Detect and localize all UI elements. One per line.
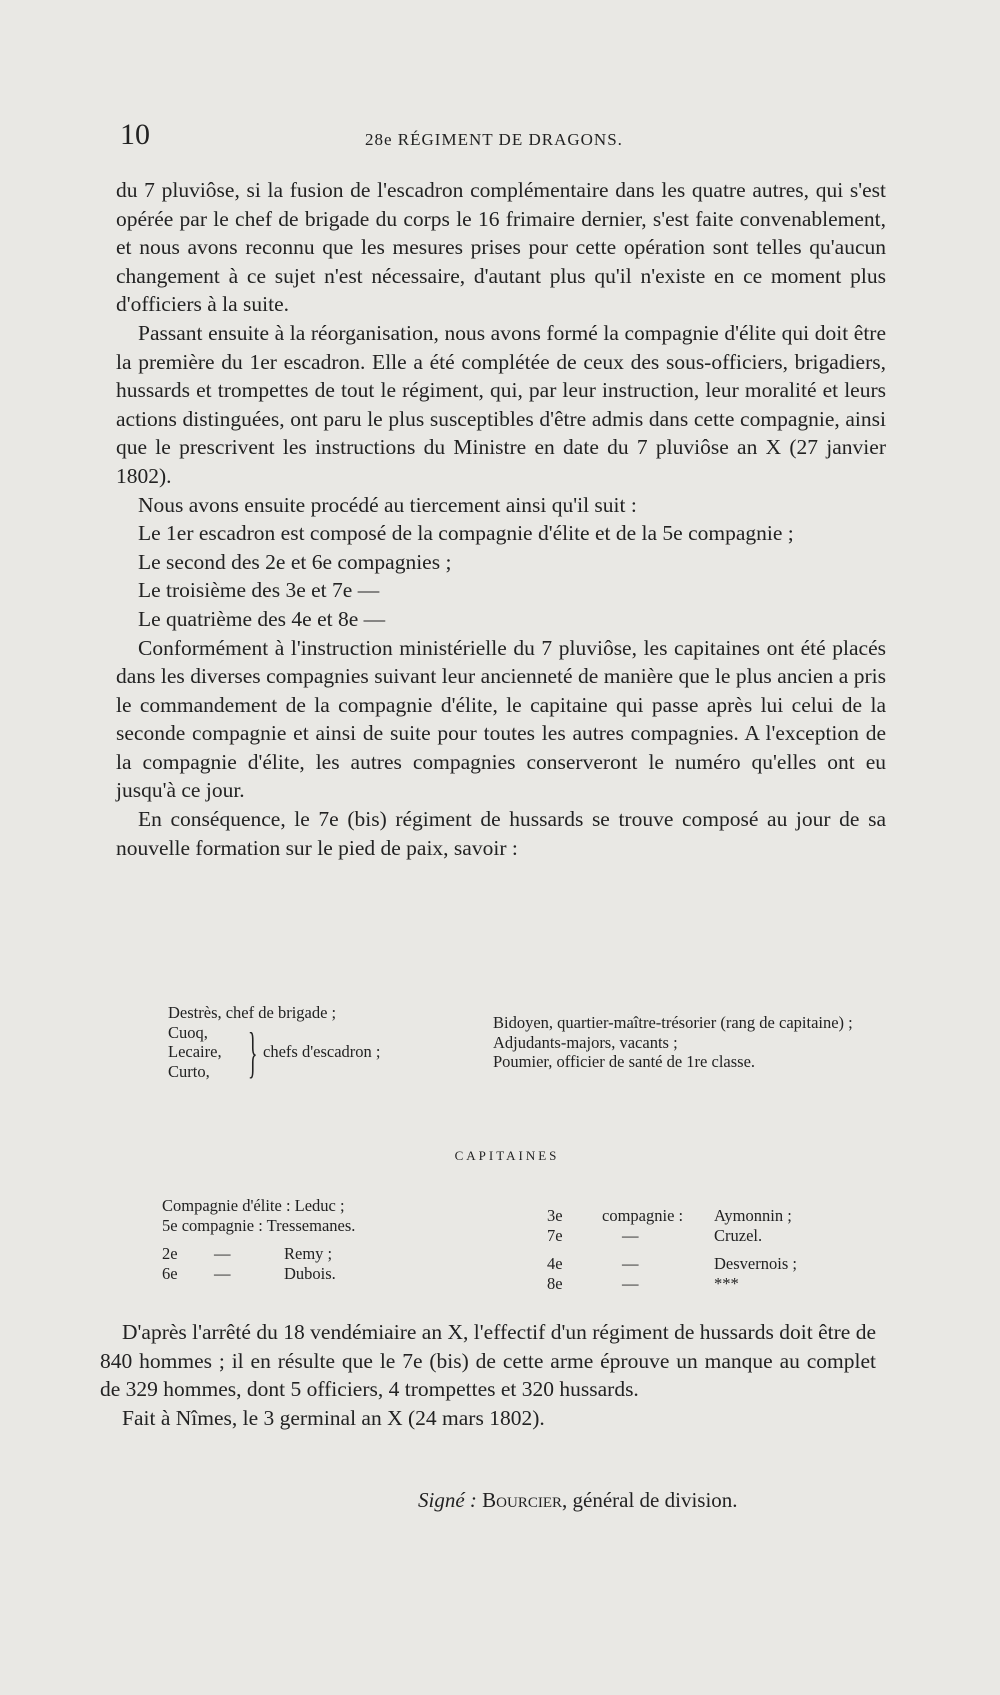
page-number: 10 <box>120 118 150 151</box>
signature-label: Signé : <box>418 1488 477 1512</box>
captains-left-column <box>162 1196 492 1284</box>
company-number: 2e <box>162 1244 178 1263</box>
staff-left-column <box>168 1003 468 1083</box>
ditto-dash: — <box>622 1254 639 1273</box>
squadron-chief: Cuoq, <box>168 1022 208 1042</box>
captain-name: Desvernois ; <box>714 1254 797 1273</box>
page-header <box>120 118 890 158</box>
company-number: 6e <box>162 1264 178 1283</box>
company-label: compagnie : <box>602 1206 684 1225</box>
right-brace-icon: } <box>248 1021 258 1084</box>
paragraph-3: Nous avons ensuite procédé au tiercement ainsi qu'il suit : <box>138 492 637 517</box>
squadron-chiefs-group <box>168 1023 468 1083</box>
company-number: 8e <box>547 1274 563 1293</box>
company-number: 4e <box>547 1254 563 1273</box>
captain-name: Cruzel. <box>714 1226 763 1245</box>
paragraph-2: Passant ensuite à la réorganisation, nous avons formé la compagnie d'élite qui doit être la première du 1er escadron. Elle a été complétée de ceux des sous-officiers, brigadiers, hussards et trompettes de tout le régiment, qui, par leur instruction, leur moralité et leurs actions distinguées, ont paru le plus susceptibles d'être admis dans cette compagnie, ainsi que le prescrivent les instructions du Ministre en date du 7 pluviôse an X (27 janvier 1802). <box>116 320 886 488</box>
main-text <box>116 176 886 862</box>
adjutants: Adjudants-majors, vacants ; <box>493 1032 678 1052</box>
captain-name: Remy ; <box>284 1244 333 1263</box>
ditto-dash: — <box>214 1264 231 1283</box>
ditto-dash: — <box>622 1274 639 1293</box>
ditto-dash: — <box>622 1226 639 1245</box>
squadron-line-1: Le 1er escadron est composé de la compagnie d'élite et de la 5e compagnie ; <box>138 521 794 546</box>
captain-row <box>547 1206 867 1226</box>
squadron-line-4: Le quatrième des 4e et 8e — <box>138 606 386 631</box>
squadron-chiefs-label: chefs d'escadron ; <box>263 1041 381 1061</box>
captain-line: 5e compagnie : Tressemanes. <box>162 1216 356 1235</box>
captain-name: Dubois. <box>284 1264 336 1283</box>
signatory-name: Bourcier <box>482 1488 563 1512</box>
squadron-line-3: Le troisième des 3e et 7e — <box>138 578 380 603</box>
paragraph-1: du 7 pluviôse, si la fusion de l'escadron complémentaire dans les quatre autres, qui s'est opérée par le chef de brigade du corps le 16 frimaire dernier, s'est faite convenablement, et nous avons reconnu que les mesures prises pour cette opération sont telles qu'aucun changement à ce sujet n'est nécessaire, d'autant plus qu'il n'existe en ce moment plus d'officiers à la suite. <box>116 178 886 317</box>
closing-paragraph-1: D'après l'arrêté du 18 vendémiaire an X, l'effectif d'un régiment de hussards doit être de 840 hommes ; il en résulte que le 7e (bis) de cette arme éprouve un manque au complet de 329 hommes, dont 5 officiers, 4 trompettes et 320 hussards. <box>100 1320 876 1402</box>
staff-right-column <box>493 1013 893 1072</box>
captains-heading: CAPITAINES <box>454 1148 560 1163</box>
signatory-title: , général de division. <box>562 1488 738 1512</box>
closing-paragraph-2: Fait à Nîmes, le 3 germinal an X (24 mars 1802). <box>122 1405 545 1430</box>
quartermaster: Bidoyen, quartier-maître-trésorier (rang de capitaine) ; <box>493 1013 853 1032</box>
captain-row <box>547 1254 867 1274</box>
captains-right-column <box>547 1206 867 1294</box>
ditto-dash: — <box>214 1244 231 1263</box>
company-number: 7e <box>547 1226 563 1245</box>
captain-line: Compagnie d'élite : Leduc ; <box>162 1196 345 1215</box>
health-officer: Poumier, officier de santé de 1re classe. <box>493 1052 756 1071</box>
squadron-chief-names <box>168 1023 222 1082</box>
paragraph-5: En conséquence, le 7e (bis) régiment de hussards se trouve composé au jour de sa nouvelle formation sur le pied de paix, savoir : <box>116 807 886 860</box>
paragraph-4: Conformément à l'instruction ministérielle du 7 pluviôse, les capitaines ont été placés dans les diverses compagnies suivant leur ancienneté de manière que le plus ancien a pris le commandement de la compagnie d'élite, le capitaine qui passe après lui celui de la seconde compagnie et ainsi de suite pour toutes les autres compagnies. A l'exception de la compagnie d'élite, les autres compagnies conserveront le numéro qu'elles ont eu jusqu'à ce jour. <box>116 635 886 803</box>
captain-name: *** <box>714 1274 739 1293</box>
chief-of-brigade: Destrès, chef de brigade ; <box>168 1003 337 1022</box>
captain-row <box>162 1244 492 1264</box>
signature-line <box>418 1488 738 1513</box>
captain-row <box>547 1226 867 1246</box>
squadron-chief: Lecaire, <box>168 1042 222 1061</box>
running-head: 28e RÉGIMENT DE DRAGONS. <box>365 130 623 149</box>
closing-text <box>100 1318 876 1432</box>
squadron-chief: Curto, <box>168 1061 210 1081</box>
captain-row <box>547 1274 867 1294</box>
squadron-line-2: Le second des 2e et 6e compagnies ; <box>138 549 452 574</box>
captain-row <box>162 1264 492 1284</box>
captain-name: Aymonnin ; <box>714 1206 792 1225</box>
company-number: 3e <box>547 1206 563 1225</box>
